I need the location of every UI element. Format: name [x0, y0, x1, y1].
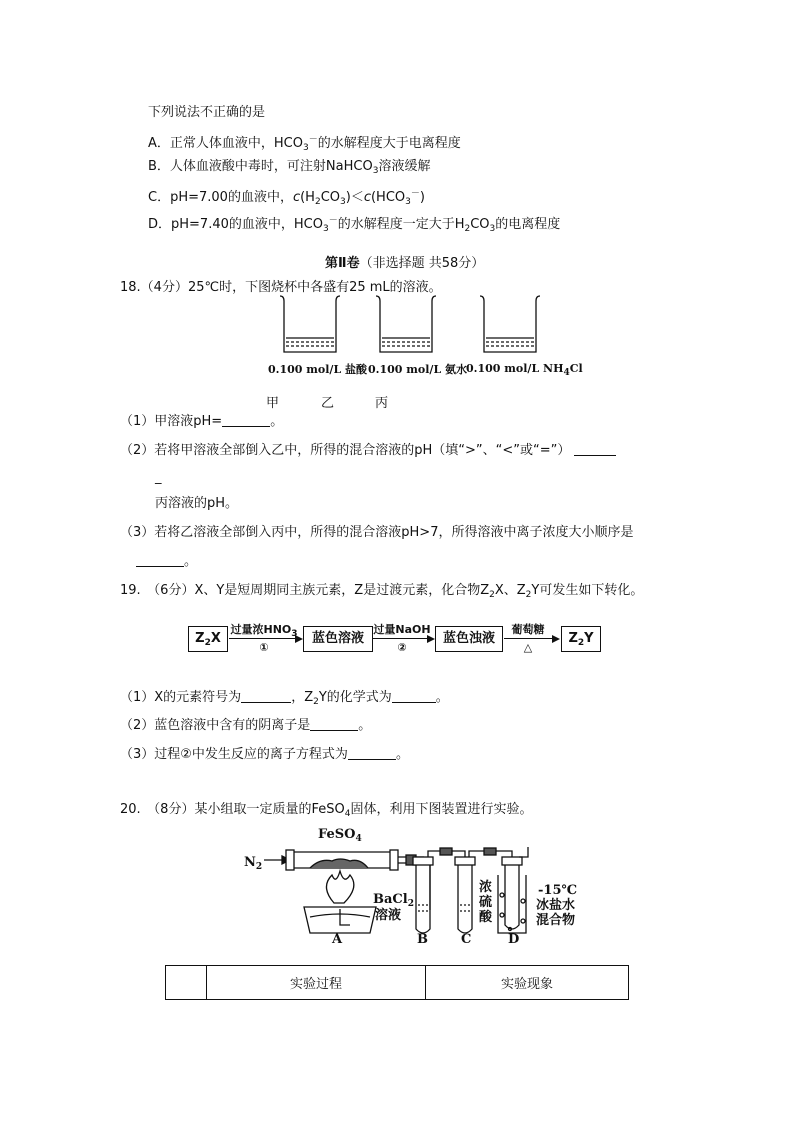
- section-title: 第Ⅱ卷（非选择题 共58分）: [325, 256, 485, 271]
- beaker-bing: [480, 296, 540, 352]
- label-conc-2: 硫: [479, 895, 493, 910]
- beaker-label-yi: 0.100 mol/L 氨水: [368, 363, 468, 376]
- label-ice-salt: 冰盐水: [536, 898, 576, 913]
- q17-option-d: D．pH=7.40的血液中，$HCO_3^-$的水解程度一定大于$H_2CO_3$的电离程度: [148, 216, 561, 234]
- label-d: D: [508, 932, 520, 947]
- q18-part3-line1: （3）若将乙溶液全部倒入丙中，所得的混合溶液pH>7，所得溶液中离子浓度大小顺序是: [120, 525, 634, 540]
- q18-part1: （1）甲溶液pH= 。: [120, 414, 284, 429]
- flow-box-blue-solution: 蓝色溶液: [303, 626, 373, 652]
- q17-option-c: C．pH=7.00的血液中，$c(H_2CO_3)<c(HCO_3^-)$: [148, 189, 425, 207]
- table-header-phenomenon: 实验现象: [426, 966, 629, 1000]
- table-header-index: [166, 966, 207, 1000]
- table-header-process: 实验过程: [207, 966, 426, 1000]
- label-conc-3: 酸: [479, 910, 493, 925]
- beaker-name-bing: 丙: [375, 396, 389, 411]
- label-bacl2-solution: 溶液: [375, 908, 402, 923]
- beaker-jia: [280, 296, 340, 352]
- beakers-figure: [270, 292, 570, 358]
- q19-part3: （3）过程②中发生反应的离子方程式为 。: [120, 747, 409, 762]
- label-c: C: [461, 932, 472, 947]
- flow-box-blue-turbid: 蓝色浊液: [435, 626, 503, 652]
- label-feso4: FeSO$_4$: [318, 827, 362, 844]
- label-mixture: 混合物: [536, 913, 576, 928]
- q19-part2: （2）蓝色溶液中含有的阴离子是 。: [120, 718, 372, 733]
- q18-stem: 18.（4分）25℃时，下图烧杯中各盛有25 mL的溶液。: [120, 280, 442, 295]
- flow-box-z2y: $Z_2Y$: [561, 626, 601, 652]
- q17-stem: 下列说法不正确的是: [148, 105, 266, 120]
- table-header-row: [166, 966, 629, 1000]
- beaker-label-bing: 0.100 mol/L $NH_4Cl$: [466, 362, 583, 378]
- flow-arrow1: [229, 638, 295, 639]
- flow-box-z2x: $Z_2X$: [188, 626, 228, 652]
- flow-arrow1-step: ①: [259, 641, 269, 654]
- flow-arrow1-reagent: 过量浓$HNO_3$: [230, 623, 298, 639]
- q18-part2-line1: （2）若将甲溶液全部倒入乙中，所得的混合溶液的pH（填“>”、“<”或“=”）: [120, 442, 616, 460]
- beaker-name-jia: 甲: [266, 396, 280, 411]
- flow-arrow2-step: ②: [397, 641, 407, 654]
- flow-arrow3-condition: △: [523, 641, 533, 654]
- beaker-name-yi: 乙: [321, 396, 335, 411]
- label-n2: $N_2$: [244, 855, 263, 872]
- q17-option-b: B．人体血液酸中毒时，可注射NaHCO$_3$溶液缓解: [148, 159, 431, 176]
- flow-arrow3-reagent: 葡萄糖: [511, 623, 545, 636]
- q17-option-a: A．正常人体血液中，$HCO_3^-$的水解程度大于电离程度: [148, 135, 461, 153]
- flow-arrow3: [504, 638, 552, 639]
- beaker-label-jia: 0.100 mol/L 盐酸: [268, 363, 368, 376]
- flow-arrow2-reagent: 过量NaOH: [373, 623, 431, 636]
- flow-arrow2: [373, 638, 427, 639]
- q18-part2-line2: 丙溶液的pH。: [155, 496, 239, 511]
- label-temp: -15℃: [538, 883, 578, 898]
- experiment-table: [165, 965, 629, 1000]
- label-b: B: [417, 932, 428, 947]
- label-conc-1: 浓: [479, 880, 493, 895]
- apparatus-figure: [240, 825, 585, 945]
- label-a: A: [332, 932, 343, 947]
- label-bacl2: BaCl$_2$: [373, 892, 414, 909]
- q18-part3-line2: 。: [136, 553, 197, 571]
- q19-stem: 19. （6分）X、Y是短周期同主族元素，Z是过渡元素，化合物$Z_2X$、$Z_2Y$可发生如下转化。: [120, 583, 644, 600]
- q20-stem: 20. （8分）某小组取一定质量的FeSO$_4$固体，利用下图装置进行实验。: [120, 802, 533, 819]
- beaker-yi: [376, 296, 436, 352]
- q18-part2-dash: _: [155, 470, 162, 485]
- q19-part1: （1）X的元素符号为 ，$Z_2Y$的化学式为 。: [120, 690, 449, 707]
